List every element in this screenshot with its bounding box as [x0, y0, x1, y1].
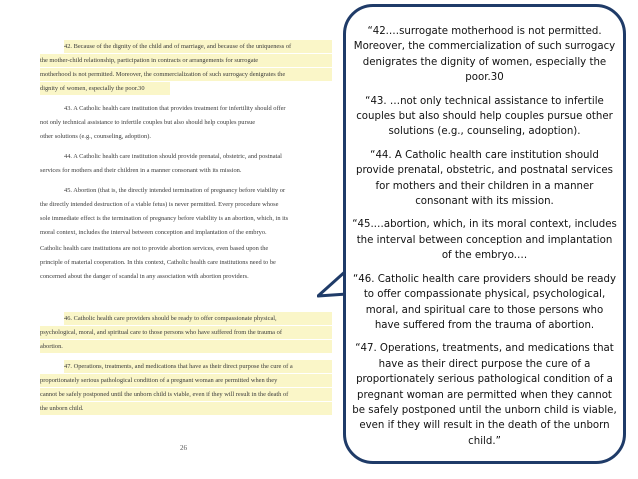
doc-line: the directly intended destruction of a viable fetus) is never permitted. Every procedure whose: [40, 201, 279, 208]
callout-text: [352, 24, 617, 457]
page-number: 26: [180, 444, 187, 452]
doc-line: proportionately serious pathological condition of a pregnant woman are permitted when they: [40, 374, 332, 387]
doc-line: 46. Catholic health care providers should be ready to offer compassionate physical,: [64, 312, 332, 325]
callout-paragraph-44: “44. A Catholic health care institution should provide prenatal, obstetric, and postnatal services for mothers and their children in a manner consonant with its mission.: [355, 149, 613, 208]
doc-line: moral context, includes the interval between conception and implantation of the embryo.: [40, 229, 267, 236]
doc-line: 42. Because of the dignity of the child and of marriage, and because of the uniqueness of: [64, 40, 332, 53]
doc-line: the mother-child relationship, participation in contracts or arrangements for surrogate: [40, 54, 332, 67]
doc-line: concerned about the danger of scandal in any association with abortion providers.: [40, 273, 249, 280]
doc-line: psychological, moral, and spiritual care to those persons who have suffered from the trauma of: [40, 326, 332, 339]
document-page: [40, 30, 332, 460]
doc-line: dignity of women, especially the poor.30: [40, 82, 170, 95]
doc-line: not only technical assistance to infertile couples but also should help couples pursue: [40, 119, 256, 126]
quote-callout: [343, 4, 626, 464]
doc-line: other solutions (e.g., counseling, adoption).: [40, 133, 151, 140]
doc-line: 43. A Catholic health care institution that provides treatment for infertility should offer: [64, 105, 286, 112]
doc-line: principle of material cooperation. In this context, Catholic health care institutions need to be: [40, 259, 276, 266]
callout-paragraph-42: “42.…surrogate motherhood is not permitted. Moreover, the commercialization of such surrogacy denigrates the dignity of women, especially the poor.30: [353, 26, 616, 84]
doc-line: sole immediate effect is the termination of pregnancy before viability is an abortion, which, in its: [40, 215, 289, 222]
doc-line: Catholic health care institutions are not to provide abortion services, even based upon the: [40, 245, 269, 252]
doc-line: 45. Abortion (that is, the directly intended termination of pregnancy before viability or: [64, 187, 286, 194]
callout-paragraph-43: “43. …not only technical assistance to infertile couples but also should help couples pursue other solutions (e.g., counseling, adoption).: [356, 95, 613, 138]
doc-line: abortion.: [40, 340, 332, 353]
callout-paragraph-46: “46. Catholic health care providers should be ready to offer compassionate physical, psychological, moral, and spiritual care to those persons who have suffered from the trauma of abortion.: [353, 273, 616, 331]
doc-line: services for mothers and their children in a manner consonant with its mission.: [40, 167, 242, 174]
doc-line: 47. Operations, treatments, and medications that have as their direct purpose the cure of a: [64, 360, 332, 373]
doc-line: 44. A Catholic health care institution should provide prenatal, obstetric, and postnatal: [64, 153, 282, 160]
callout-paragraph-45: “45.…abortion, which, in its moral context, includes the interval between conception and implantation of the embryo.…: [352, 219, 617, 262]
doc-line: the unborn child.: [40, 402, 332, 415]
callout-paragraph-47: “47. Operations, treatments, and medications that have as their direct purpose the cure of a proportionately serious pathological condition of a pregnant woman are permitted when they cannot be safely postponed until the unborn child is viable, even if they will result in the death of the unborn child.”: [352, 343, 617, 447]
doc-line: cannot be safely postponed until the unborn child is viable, even if they will result in the death of: [40, 388, 332, 401]
doc-line: motherhood is not permitted. Moreover, the commercialization of such surrogacy denigrates the: [40, 68, 332, 81]
